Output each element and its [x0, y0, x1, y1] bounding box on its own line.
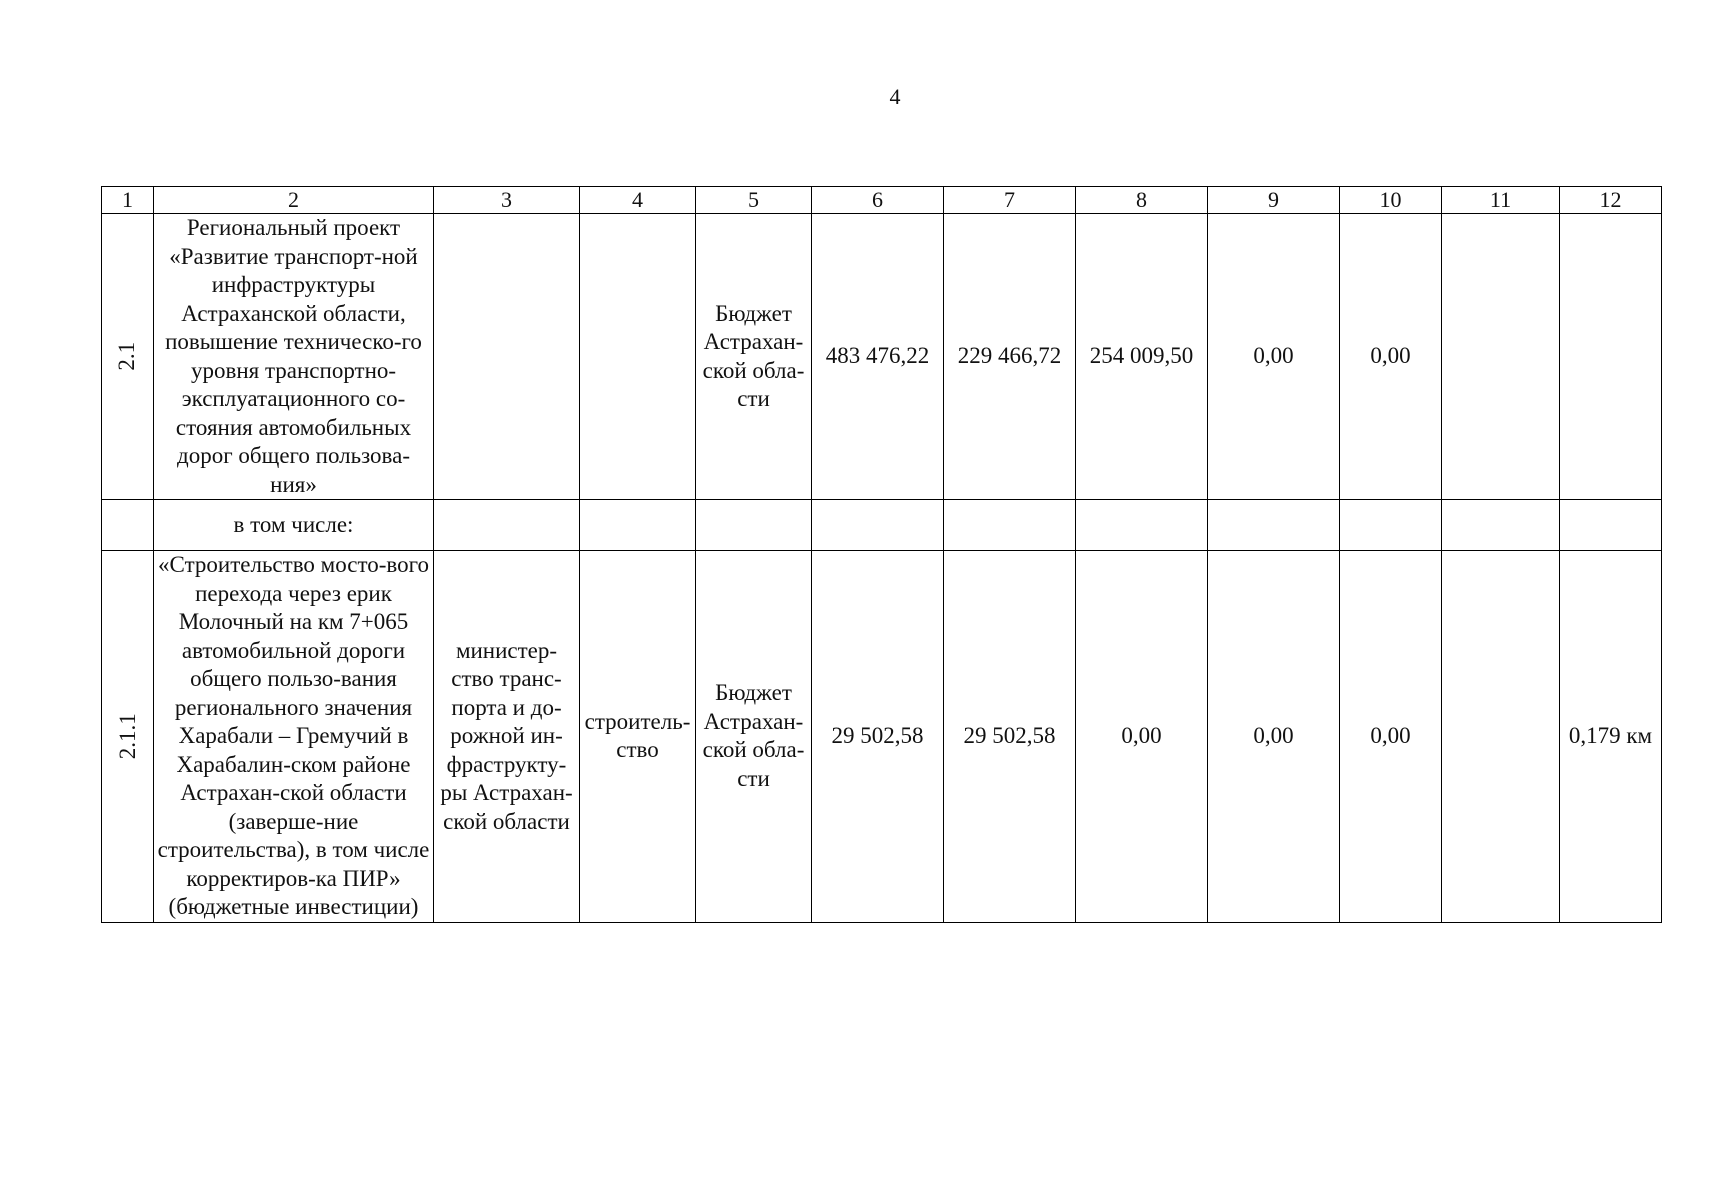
value-cell: 0,00	[1208, 551, 1340, 923]
activity-cell: строитель-ство	[580, 551, 696, 923]
row-index: 2.1	[114, 342, 140, 371]
column-number-row	[102, 187, 1662, 214]
table-row	[102, 500, 1662, 551]
column-number: 11	[1442, 187, 1560, 214]
empty-cell	[1560, 500, 1662, 551]
column-number: 8	[1076, 187, 1208, 214]
activity-cell	[580, 214, 696, 500]
empty-cell	[1208, 500, 1340, 551]
empty-cell	[580, 500, 696, 551]
empty-cell	[102, 500, 154, 551]
column-number: 5	[696, 187, 812, 214]
empty-cell	[434, 500, 580, 551]
row-name: в том числе:	[154, 500, 434, 551]
responsible-cell: министер-ство транс-порта и до-рожной ин-фраструкту-ры Астрахан-ской области	[434, 551, 580, 923]
column-number: 12	[1560, 187, 1662, 214]
page-number: 4	[889, 84, 901, 109]
column-number: 7	[944, 187, 1076, 214]
empty-cell	[812, 500, 944, 551]
value-cell: 0,179 км	[1560, 551, 1662, 923]
column-number: 10	[1340, 187, 1442, 214]
funding-source-cell: Бюджет Астрахан-ской обла-сти	[696, 214, 812, 500]
row-name: «Строительство мосто-вого перехода через ерик Молочный на км 7+065 автомобильной дороги общего пользо-вания регионального значения Харабали – Гремучий в Харабалин-ском районе Астрахан-ской области (заверше-ние строительства), в том числе корректиров-ка ПИР» (бюджетные инвестиции)	[154, 551, 434, 923]
responsible-cell	[434, 214, 580, 500]
value-cell	[1442, 551, 1560, 923]
column-number: 9	[1208, 187, 1340, 214]
budget-table	[101, 186, 1662, 923]
value-cell: 229 466,72	[944, 214, 1076, 500]
row-index: 2.1.1	[114, 713, 140, 760]
empty-cell	[1442, 500, 1560, 551]
row-name: Региональный проект «Развитие транспорт-ной инфраструктуры Астраханской области, повышение техническо-го уровня транспортно-эксплуатационного со-стояния автомобильных дорог общего пользова-ния»	[154, 214, 434, 500]
column-number: 4	[580, 187, 696, 214]
value-cell: 0,00	[1076, 551, 1208, 923]
value-cell: 254 009,50	[1076, 214, 1208, 500]
value-cell: 29 502,58	[812, 551, 944, 923]
empty-cell	[696, 500, 812, 551]
table-row	[102, 214, 1662, 500]
column-number: 6	[812, 187, 944, 214]
column-number: 3	[434, 187, 580, 214]
empty-cell	[1076, 500, 1208, 551]
funding-source-cell: Бюджет Астрахан-ской обла-сти	[696, 551, 812, 923]
value-cell	[1560, 214, 1662, 500]
empty-cell	[944, 500, 1076, 551]
table-row	[102, 551, 1662, 923]
row-index-cell	[102, 551, 154, 923]
column-number: 1	[102, 187, 154, 214]
value-cell	[1442, 214, 1560, 500]
column-number: 2	[154, 187, 434, 214]
value-cell: 29 502,58	[944, 551, 1076, 923]
value-cell: 0,00	[1208, 214, 1340, 500]
value-cell: 0,00	[1340, 214, 1442, 500]
value-cell: 483 476,22	[812, 214, 944, 500]
value-cell: 0,00	[1340, 551, 1442, 923]
empty-cell	[1340, 500, 1442, 551]
row-index-cell	[102, 214, 154, 500]
